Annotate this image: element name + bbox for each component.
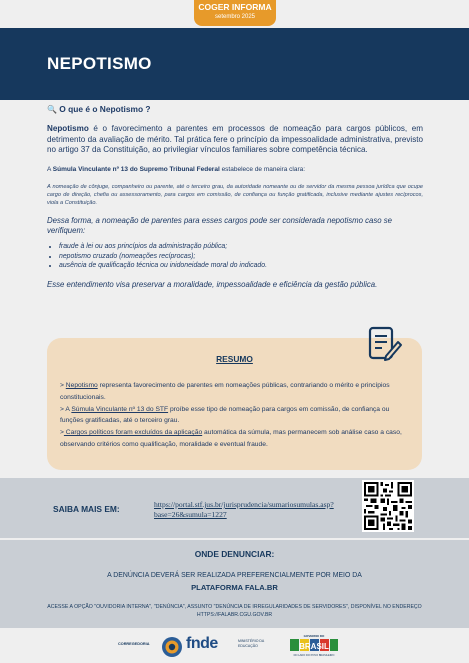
- item-text: representa favorecimento de parentes em nomeações públicas, contrariando o mérito e princípios constitucionais.: [60, 382, 390, 401]
- list-item: • ausência de qualificação técnica ou inidoneidade moral do indicado.: [59, 261, 423, 271]
- report-instruction: A DENÚNCIA DEVERÁ SER REALIZADA PREFERENCIALMENTE POR MEIO DA: [107, 572, 362, 579]
- governo-label: GOVERNO DO: [303, 634, 325, 638]
- stf-link[interactable]: https://portal.stf.jus.br/jurisprudencia/sumariosumulas.asp?base=26&sumula=1227: [154, 500, 334, 519]
- falabr-link[interactable]: PLATAFORMA FALA.BR: [191, 583, 278, 592]
- definition-term: Nepotismo: [47, 124, 89, 133]
- summary-box: [47, 338, 422, 470]
- sumula-quote: A nomeação de cônjuge, companheiro ou parente, até o terceiro grau, da autoridade nomeante ou de servidor da mesma pessoa jurídica que ocupe cargo de direção, chefia ou assessoramento, para cargos em comissão, de confiança ou função gratificada, inclusive mediante ajustes recíprocos, viola a Constituição.: [47, 183, 423, 206]
- summary-link-nepotismo[interactable]: Nepotismo: [65, 382, 98, 389]
- report-title: ONDE DENUNCIAR:: [194, 549, 275, 559]
- corregedoria-label: CORREGEDORIA: [118, 642, 150, 646]
- consider-paragraph: Dessa forma, a nomeação de parentes para esses cargos pode ser considerada nepotismo caso se verifiquem:: [47, 215, 392, 235]
- learn-more-band: [0, 478, 469, 538]
- closing-paragraph: Esse entendimento visa preservar a moralidade, impessoalidade e eficiência da gestão pública.: [47, 279, 378, 289]
- page-title: NEPOTISMO: [47, 54, 152, 73]
- summary-item: [60, 427, 410, 451]
- summary-link-cargos[interactable]: Cargos políticos foram excluídos da aplicação: [63, 429, 203, 437]
- brasil-label: BRASIL: [299, 642, 329, 651]
- summary-link-sumula[interactable]: Súmula Vinculante nº 13 do STF: [71, 405, 169, 413]
- header-tab: [194, 0, 276, 26]
- question-heading: [47, 104, 423, 114]
- edition-date: setembro 2025: [214, 14, 256, 20]
- fnde-logo: fnde: [186, 635, 218, 652]
- slogan-label: DO LADO DO POVO BRASILEIRO: [293, 654, 335, 657]
- sumula-intro: [47, 166, 423, 173]
- summary-title: RESUMO: [216, 354, 253, 364]
- summary-items: [60, 380, 410, 451]
- question-text: O que é o Nepotismo ?: [59, 104, 151, 114]
- brand-label: COGER INFORMA: [198, 2, 272, 12]
- list-item: • fraude à lei ou aos princípios da administração pública;: [59, 242, 423, 252]
- item-text: automática da súmula, mas permanecem sob análise caso a caso, observando critérios como qualificação, moralidade e eventual fraude.: [60, 429, 402, 448]
- item-prefix: > A: [60, 405, 72, 413]
- footer-logos: [0, 628, 469, 663]
- report-band: [0, 540, 469, 628]
- magnifier-icon: 🔍: [47, 105, 57, 114]
- list-item: • nepotismo cruzado (nomeações recíprocas);: [59, 252, 423, 262]
- report-details: ACESSE A OPÇÃO "OUVIDORIA INTERNA", "DENÚNCIA", ASSUNTO "DENÚNCIA DE IRREGULARIDADES DE SERVIDORES", DISPONÍVEL NO ENDEREÇO HTTPS://FALABR.CGU.GOV.BR: [47, 604, 422, 618]
- definition-text: é o favorecimento a parentes em processos de nomeação para cargos públicos, em detrimento da avaliação de mérito. Tal prática fere o princípio da impessoalidade administrativa, previsto no artigo 37 da Constituição, ao privilegiar vínculos familiares sobre competência técnica.: [47, 124, 423, 155]
- sumula-name: Súmula Vinculante nº 13 do Supremo Tribunal Federal: [52, 165, 220, 173]
- qr-code-icon[interactable]: [362, 480, 414, 532]
- learn-more-label: SAIBA MAIS EM:: [53, 504, 120, 514]
- intro-section: [47, 104, 423, 290]
- summary-item: [60, 404, 410, 428]
- title-banner: [0, 28, 469, 100]
- item-prefix: >: [60, 429, 64, 437]
- summary-item: [60, 380, 410, 404]
- sumula-suffix: estabelece de maneira clara:: [219, 165, 306, 173]
- criteria-list: [47, 242, 423, 271]
- fnde-seal-icon: [161, 636, 183, 658]
- governo-brasil-logo: [285, 633, 343, 661]
- definition-paragraph: [47, 124, 423, 156]
- item-prefix: >: [60, 382, 66, 389]
- ministry-label: MINISTÉRIO DA EDUCAÇÃO: [238, 639, 265, 648]
- item-text: proíbe esse tipo de nomeação para cargos em comissão, de confiança ou funções gratificadas, até o terceiro grau.: [60, 405, 390, 425]
- sumula-prefix: A: [47, 165, 53, 173]
